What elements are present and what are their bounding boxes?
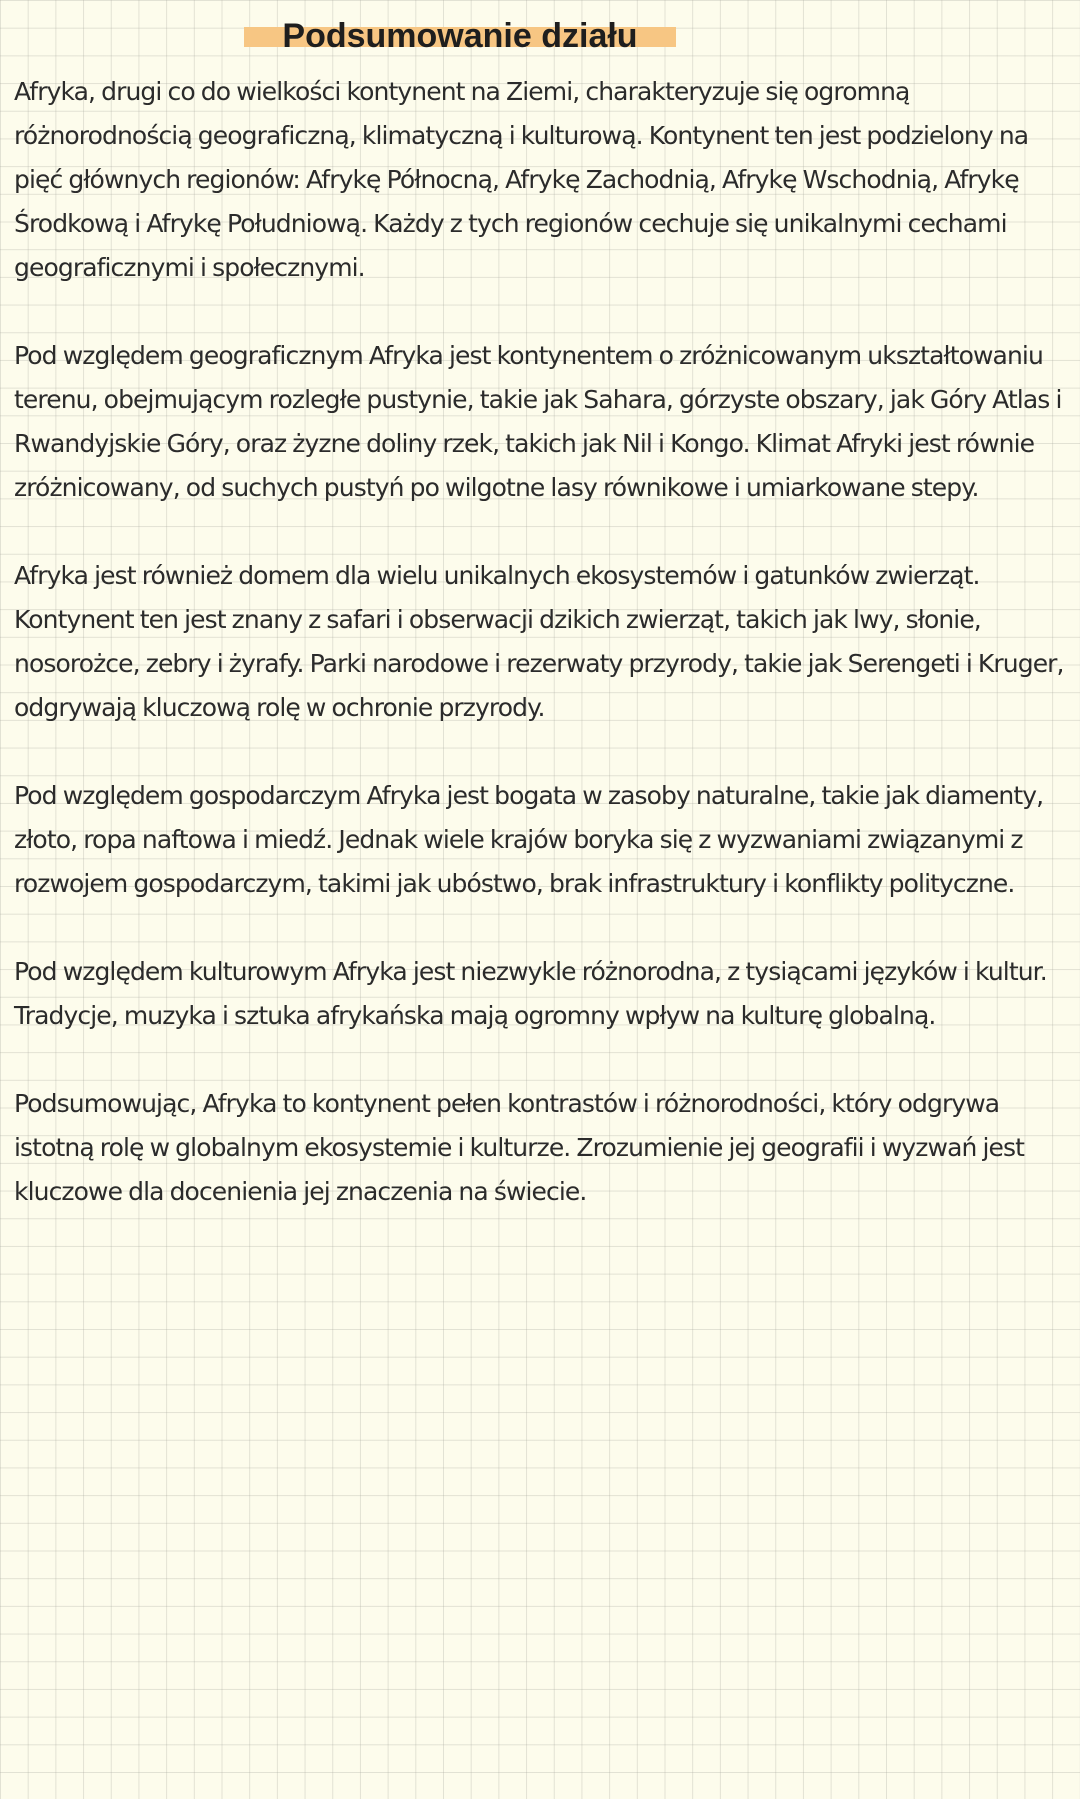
paragraph-ecosystems: Afryka jest również domem dla wielu unikalnych ekosystemów i gatunków zwierząt. Kontynent ten jest znany z safari i obserwacji dzikich zwierząt, takich jak lwy, słonie, nosorożce, zebry i żyrafy. Parki narodowe i rezerwaty przyrody, takie jak Serengeti i Kruger, odgrywają kluczową rolę w ochronie przyrody. [14, 561, 1064, 722]
title-container [0, 14, 920, 58]
paragraph-economy: Pod względem gospodarczym Afryka jest bogata w zasoby naturalne, takie jak diamenty, złoto, ropa naftowa i miedź. Jednak wiele krajów boryka się z wyzwaniami związanymi z rozwojem gospodarczym, takimi jak ubóstwo, brak infrastruktury i konflikty polityczne. [14, 781, 1044, 898]
page-title: Podsumowanie działu [244, 14, 675, 58]
paragraph-culture: Pod względem kulturowym Afryka jest niezwykle różnorodna, z tysiącami języków i kultur. Tradycje, muzyka i sztuka afrykańska mają ogromny wpływ na kulturę globalną. [14, 957, 1047, 1030]
paragraph-geography: Pod względem geograficznym Afryka jest kontynentem o zróżnicowanym ukształtowaniu terenu, obejmującym rozległe pustynie, takie jak Sahara, górzyste obszary, jak Góry Atlas i Rwandyjskie Góry, oraz żyzne doliny rzek, takich jak Nil i Kongo. Klimat Afryki jest równie zróżnicowany, od suchych pustyń po wilgotne lasy równikowe i umiarkowane stepy. [14, 341, 1062, 502]
summary-body [14, 70, 1064, 1258]
paragraph-intro: Afryka, drugi co do wielkości kontynent na Ziemi, charakteryzuje się ogromną różnorodnością geograficzną, klimatyczną i kulturową. Kontynent ten jest podzielony na pięć głównych regionów: Afrykę Północną, Afrykę Zachodnią, Afrykę Wschodnią, Afrykę Środkową i Afrykę Południową. Każdy z tych regionów cechuje się unikalnymi cechami geograficznymi i społecznymi. [14, 77, 1029, 282]
paragraph-conclusion: Podsumowując, Afryka to kontynent pełen kontrastów i różnorodności, który odgrywa istotną rolę w globalnym ekosystemie i kulturze. Zrozumienie jej geografii i wyzwań jest kluczowe dla docenienia jej znaczenia na świecie. [14, 1089, 1025, 1206]
